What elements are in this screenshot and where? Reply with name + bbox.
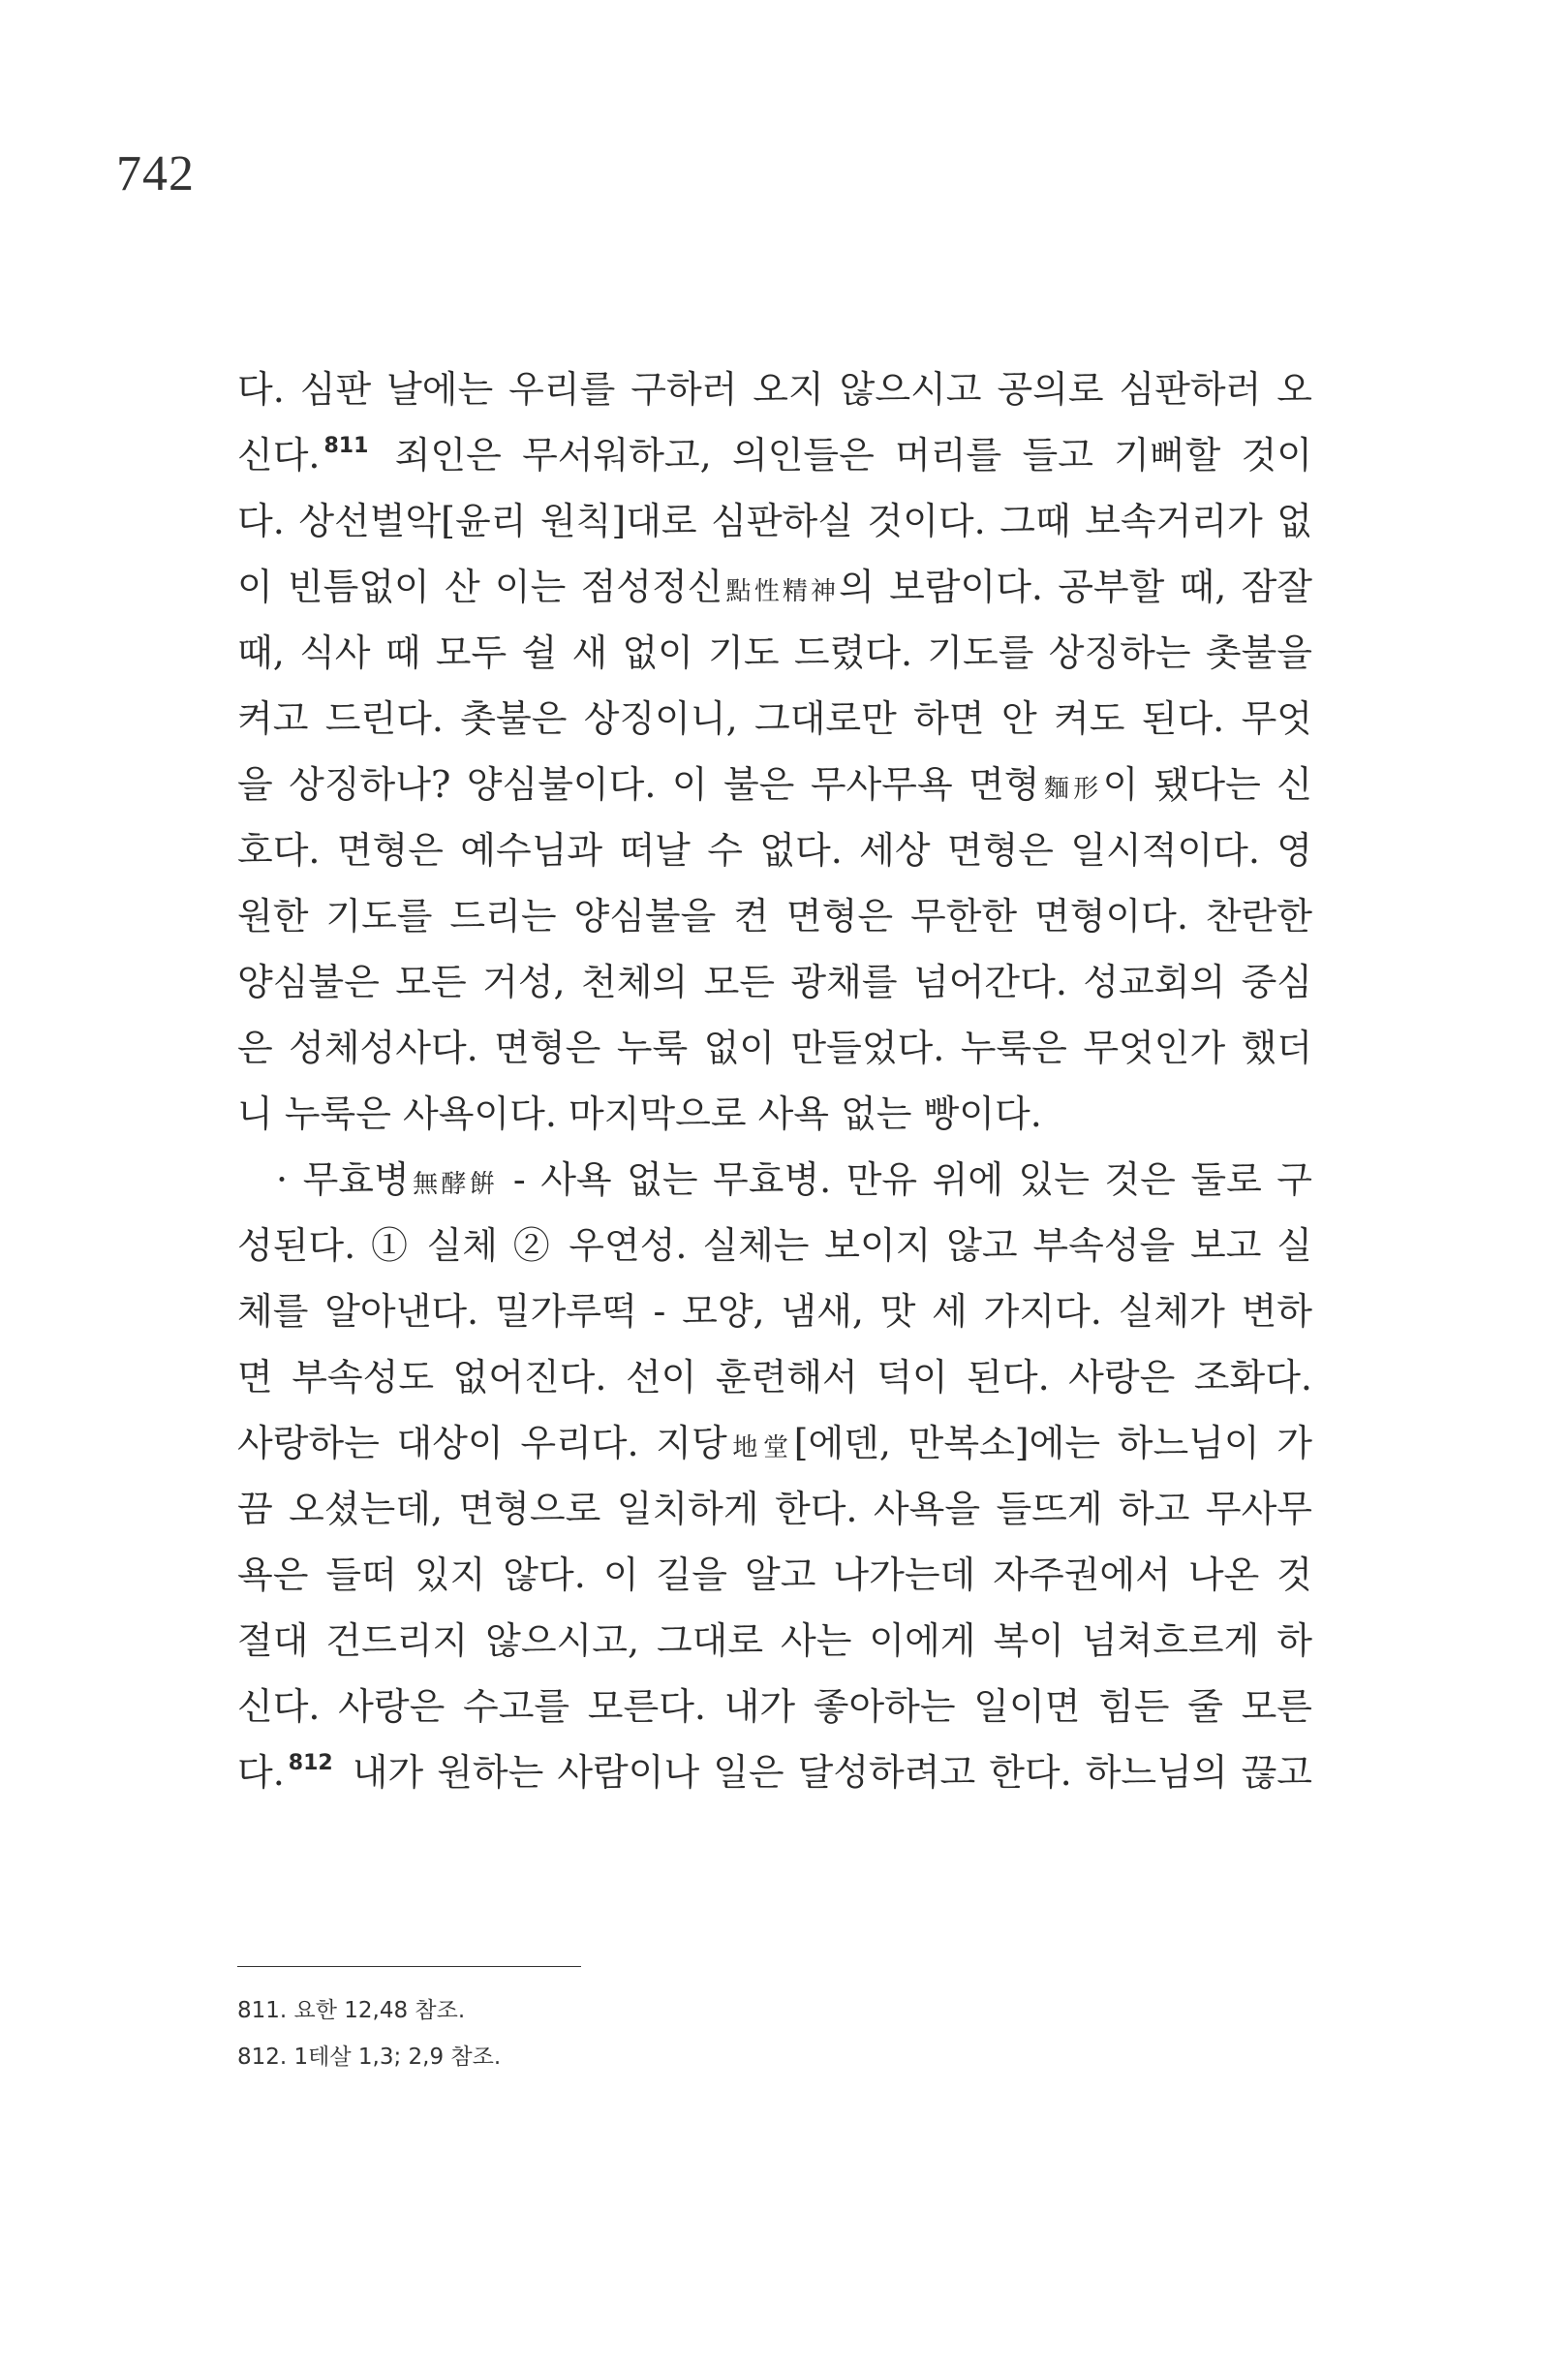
hanja-annotation: 地堂 [726, 1433, 794, 1462]
text-segment: 을 상징하나? 양심불이다. 이 불은 무사무욕 면형 [237, 763, 1040, 806]
text-line: 끔 오셨는데, 면형으로 일치하게 한다. 사욕을 들뜨게 하고 무사무 [237, 1488, 1312, 1530]
text-line: 호다. 면형은 예수님과 떠날 수 없다. 세상 면형은 일시적이다. 영 [237, 829, 1312, 872]
hanja-annotation: 無酵餠 [409, 1170, 499, 1199]
text-segment: [에덴, 만복소]에는 하느님이 가 [793, 1422, 1312, 1464]
text-segment: 다. [237, 1751, 285, 1794]
text-line: 양심불은 모든 거성, 천체의 모든 광채를 넘어간다. 성교회의 중심 [237, 961, 1312, 1003]
text-segment: · 무효병 [276, 1158, 410, 1201]
text-line: 니 누룩은 사욕이다. 마지막으로 사욕 없는 빵이다. [237, 1092, 1042, 1135]
text-segment: 이 빈틈없이 산 이는 점성정신 [237, 566, 723, 608]
hanja-annotation: 點性精神 [723, 577, 840, 606]
text-line [237, 1147, 1312, 1213]
text-line [237, 1410, 1312, 1476]
text-segment: 죄인은 무서워하고, 의인들은 머리를 들고 기뻐할 것이 [374, 434, 1312, 477]
text-line: 은 성체성사다. 면형은 누룩 없이 만들었다. 누룩은 무엇인가 했더 [237, 1027, 1312, 1069]
text-line [237, 1739, 1312, 1805]
text-line [237, 752, 1312, 817]
text-line [237, 422, 1312, 488]
text-line: 켜고 드린다. 촛불은 상징이니, 그대로만 하면 안 켜도 된다. 무엇 [237, 697, 1312, 740]
text-line: 욕은 들떠 있지 않다. 이 길을 알고 나가는데 자주권에서 나온 것 [237, 1553, 1312, 1596]
text-line: 신다. 사랑은 수고를 모른다. 내가 좋아하는 일이면 힘든 줄 모른 [237, 1685, 1312, 1728]
page-number: 742 [116, 146, 195, 201]
text-segment: 사랑하는 대상이 우리다. 지당 [237, 1422, 727, 1464]
text-segment: 의 보람이다. 공부할 때, 잠잘 [839, 566, 1312, 608]
text-segment: 신다. [237, 434, 321, 477]
text-segment: 이 됐다는 신 [1102, 763, 1312, 806]
text-line: 다. 심판 날에는 우리를 구하러 오지 않으시고 공의로 심판하러 오 [237, 368, 1312, 411]
footnote-ref-811[interactable]: 811 [323, 434, 369, 458]
text-line: 성된다. ① 실체 ② 우연성. 실체는 보이지 않고 부속성을 보고 실 [237, 1224, 1312, 1267]
text-line: 다. 상선벌악[윤리 원칙]대로 심판하실 것이다. 그때 보속거리가 없 [237, 500, 1312, 542]
footnote-812: 812. 1테살 1,3; 2,9 참조. [237, 2045, 502, 2070]
text-line: 때, 식사 때 모두 쉴 새 없이 기도 드렸다. 기도를 상징하는 촛불을 [237, 631, 1312, 674]
text-line: 면 부속성도 없어진다. 선이 훈련해서 덕이 된다. 사랑은 조화다. [237, 1356, 1312, 1399]
text-line: 절대 건드리지 않으시고, 그대로 사는 이에게 복이 넘쳐흐르게 하 [237, 1619, 1312, 1662]
text-segment: - 사욕 없는 무효병. 만유 위에 있는 것은 둘로 구 [498, 1158, 1312, 1201]
text-line: 체를 알아낸다. 밀가루떡 - 모양, 냄새, 맛 세 가지다. 실체가 변하 [237, 1290, 1312, 1333]
text-line [237, 554, 1312, 620]
text-segment: 내가 원하는 사람이나 일은 달성하려고 한다. 하느님의 끊고 [338, 1751, 1312, 1794]
footnote-divider [237, 1966, 581, 1967]
footnote-811: 811. 요한 12,48 참조. [237, 1998, 466, 2023]
footnote-ref-812[interactable]: 812 [288, 1751, 333, 1775]
footnotes [237, 1987, 501, 2080]
text-line: 원한 기도를 드리는 양심불을 켠 면형은 무한한 면형이다. 찬란한 [237, 895, 1312, 938]
body-text [237, 356, 1312, 1805]
hanja-annotation: 麵形 [1039, 775, 1103, 804]
